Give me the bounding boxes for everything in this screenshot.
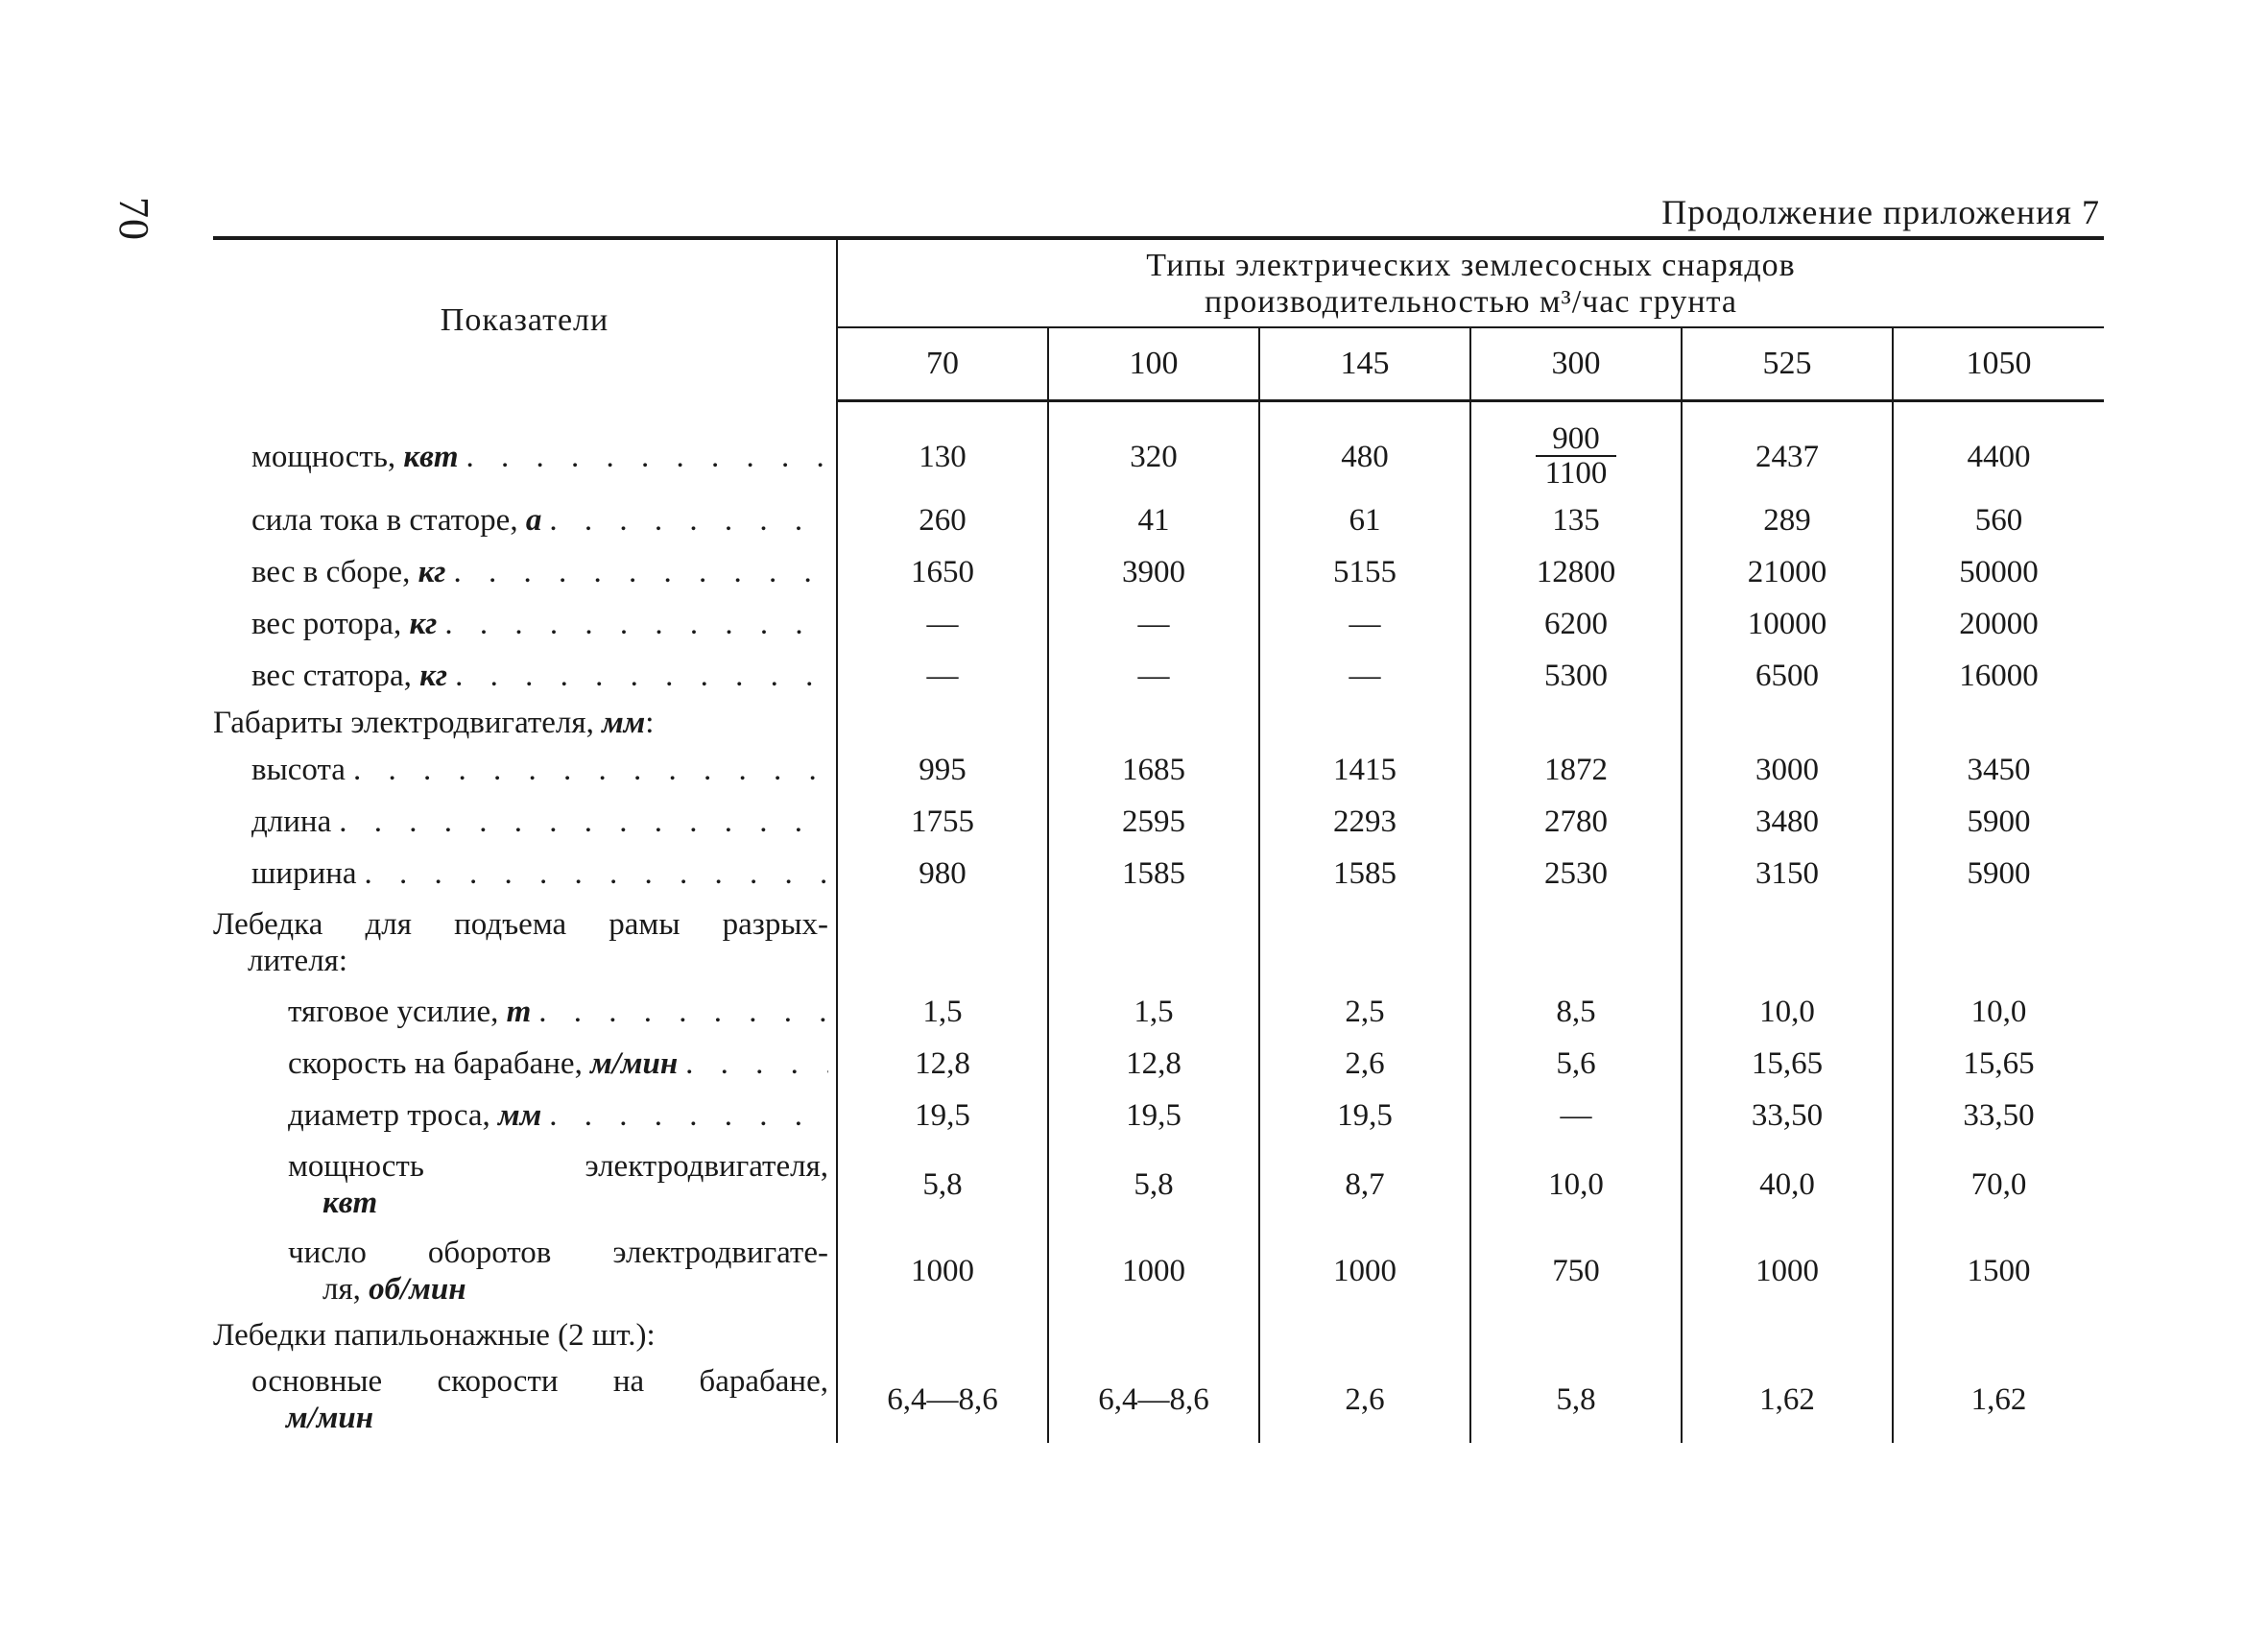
table-cell: 480: [1259, 420, 1470, 494]
type-header: 1050: [1893, 327, 2104, 401]
table-row: [213, 1356, 2104, 1443]
table-cell: —: [1259, 598, 1470, 650]
table-cell: 1,5: [1048, 986, 1259, 1038]
table-row: [213, 1090, 2104, 1141]
table-cell: 1415: [1259, 744, 1470, 796]
table-cell: 135: [1470, 494, 1682, 546]
fraction-denominator: 1100: [1544, 456, 1608, 491]
table-row: [213, 546, 2104, 598]
table-cell: 1872: [1470, 744, 1682, 796]
table-cell: 20000: [1893, 598, 2104, 650]
table-cell: [1470, 420, 1682, 494]
table-cell: 6200: [1470, 598, 1682, 650]
table-row: [213, 986, 2104, 1038]
table-cell: 6500: [1682, 650, 1893, 702]
group-row: [213, 1314, 2104, 1356]
table-cell: 1000: [1259, 1228, 1470, 1314]
table-cell: 2530: [1470, 848, 1682, 900]
table-cell: —: [1259, 650, 1470, 702]
group-label: Лебедки папильонажные (2 шт.):: [213, 1318, 656, 1353]
table-row: [213, 494, 2104, 546]
table-cell: 10,0: [1682, 986, 1893, 1038]
table-cell: 3480: [1682, 796, 1893, 848]
table-cell: 1755: [837, 796, 1048, 848]
group-row: [213, 900, 2104, 986]
row-label: скорость на барабане, м/мин . . .: [213, 1038, 837, 1090]
row-label: диаметр троса, мм . . .: [213, 1090, 837, 1141]
row-label: ширина . . .: [213, 848, 837, 900]
type-header: 145: [1259, 327, 1470, 401]
table-cell: 41: [1048, 494, 1259, 546]
table-cell: —: [1470, 1090, 1682, 1141]
table-cell: —: [837, 650, 1048, 702]
specifications-table: [213, 236, 2104, 1443]
table-row: [213, 796, 2104, 848]
table-cell: 3150: [1682, 848, 1893, 900]
table-cell: 70,0: [1893, 1141, 2104, 1228]
table-cell: 15,65: [1682, 1038, 1893, 1090]
table-row: [213, 1228, 2104, 1314]
table-cell: 6,4—8,6: [837, 1356, 1048, 1443]
type-header: 100: [1048, 327, 1259, 401]
page-number: 70: [110, 197, 157, 241]
table-cell: 289: [1682, 494, 1893, 546]
row-label: мощность электродвигателя, квт: [288, 1149, 828, 1220]
row-label: вес статора, кг . . .: [213, 650, 837, 702]
table-cell: 6,4—8,6: [1048, 1356, 1259, 1443]
row-label: тяговое усилие, т . . .: [213, 986, 837, 1038]
table-cell: 1500: [1893, 1228, 2104, 1314]
table-cell: 2,6: [1259, 1038, 1470, 1090]
group-header-line2: производительностью м³/час грунта: [1205, 284, 1737, 320]
table-cell: 3000: [1682, 744, 1893, 796]
table-cell: 40,0: [1682, 1141, 1893, 1228]
table-cell: 8,7: [1259, 1141, 1470, 1228]
table-row: [213, 420, 2104, 494]
table-cell: 4400: [1893, 420, 2104, 494]
table-cell: 50000: [1893, 546, 2104, 598]
row-label: основные скорости на барабане, м/мин: [251, 1364, 828, 1435]
table-cell: 5,8: [837, 1141, 1048, 1228]
specifications-table-container: [213, 236, 2104, 1443]
table-cell: 3450: [1893, 744, 2104, 796]
table-cell: 5,6: [1470, 1038, 1682, 1090]
table-cell: 33,50: [1682, 1090, 1893, 1141]
table-cell: 8,5: [1470, 986, 1682, 1038]
table-cell: 1585: [1259, 848, 1470, 900]
table-cell: 2,5: [1259, 986, 1470, 1038]
table-cell: 19,5: [837, 1090, 1048, 1141]
table-cell: 12800: [1470, 546, 1682, 598]
table-cell: 130: [837, 420, 1048, 494]
table-cell: —: [1048, 650, 1259, 702]
group-label: Лебедка для подъема рамы разрых- лителя:: [213, 907, 828, 978]
table-cell: 2293: [1259, 796, 1470, 848]
group-header: [837, 238, 2104, 327]
type-header: 300: [1470, 327, 1682, 401]
table-cell: 5155: [1259, 546, 1470, 598]
table-cell: 2595: [1048, 796, 1259, 848]
table-cell: 33,50: [1893, 1090, 2104, 1141]
fraction-value: [1536, 422, 1617, 490]
table-cell: 1000: [1048, 1228, 1259, 1314]
group-header-line1: Типы электрических землесосных снарядов: [1146, 248, 1796, 283]
table-cell: 5,8: [1470, 1356, 1682, 1443]
table-cell: 1000: [837, 1228, 1048, 1314]
table-cell: 10,0: [1470, 1141, 1682, 1228]
table-cell: 2780: [1470, 796, 1682, 848]
table-cell: 560: [1893, 494, 2104, 546]
table-cell: 320: [1048, 420, 1259, 494]
group-row: [213, 702, 2104, 744]
table-cell: 5900: [1893, 848, 2104, 900]
table-cell: 5,8: [1048, 1141, 1259, 1228]
table-cell: 12,8: [837, 1038, 1048, 1090]
table-cell: —: [837, 598, 1048, 650]
table-cell: 15,65: [1893, 1038, 2104, 1090]
table-cell: —: [1048, 598, 1259, 650]
table-cell: 2,6: [1259, 1356, 1470, 1443]
row-label: высота . . .: [213, 744, 837, 796]
table-cell: 3900: [1048, 546, 1259, 598]
table-cell: 10000: [1682, 598, 1893, 650]
table-row: [213, 598, 2104, 650]
table-row: [213, 744, 2104, 796]
type-header: 70: [837, 327, 1048, 401]
table-cell: 1,62: [1893, 1356, 2104, 1443]
table-cell: 995: [837, 744, 1048, 796]
table-cell: 21000: [1682, 546, 1893, 598]
fraction-numerator: 900: [1536, 422, 1617, 457]
type-header: 525: [1682, 327, 1893, 401]
table-cell: 61: [1259, 494, 1470, 546]
indicators-header: Показатели: [213, 238, 837, 401]
row-label: вес в сборе, кг . . .: [213, 546, 837, 598]
table-cell: 2437: [1682, 420, 1893, 494]
table-cell: 1650: [837, 546, 1048, 598]
table-row: [213, 1038, 2104, 1090]
row-label: вес ротора, кг . . .: [213, 598, 837, 650]
table-cell: 1000: [1682, 1228, 1893, 1314]
table-row: [213, 1141, 2104, 1228]
table-cell: 19,5: [1048, 1090, 1259, 1141]
table-cell: 5900: [1893, 796, 2104, 848]
group-label: Габариты электродвигателя, мм:: [213, 706, 655, 740]
table-cell: 19,5: [1259, 1090, 1470, 1141]
table-row: [213, 650, 2104, 702]
table-cell: 260: [837, 494, 1048, 546]
table-cell: 750: [1470, 1228, 1682, 1314]
row-label: длина . . .: [213, 796, 837, 848]
table-cell: 5300: [1470, 650, 1682, 702]
table-cell: 980: [837, 848, 1048, 900]
row-label: мощность, квт . . .: [213, 420, 837, 494]
table-cell: 12,8: [1048, 1038, 1259, 1090]
table-cell: 1685: [1048, 744, 1259, 796]
table-row: [213, 848, 2104, 900]
table-cell: 1585: [1048, 848, 1259, 900]
continuation-heading: Продолжение приложения 7: [1661, 193, 2100, 231]
table-cell: 1,5: [837, 986, 1048, 1038]
row-label: число оборотов электродвигате- ля, об/мин: [288, 1236, 828, 1307]
table-cell: 16000: [1893, 650, 2104, 702]
table-cell: 10,0: [1893, 986, 2104, 1038]
row-label: сила тока в статоре, а . . .: [213, 494, 837, 546]
table-cell: 1,62: [1682, 1356, 1893, 1443]
